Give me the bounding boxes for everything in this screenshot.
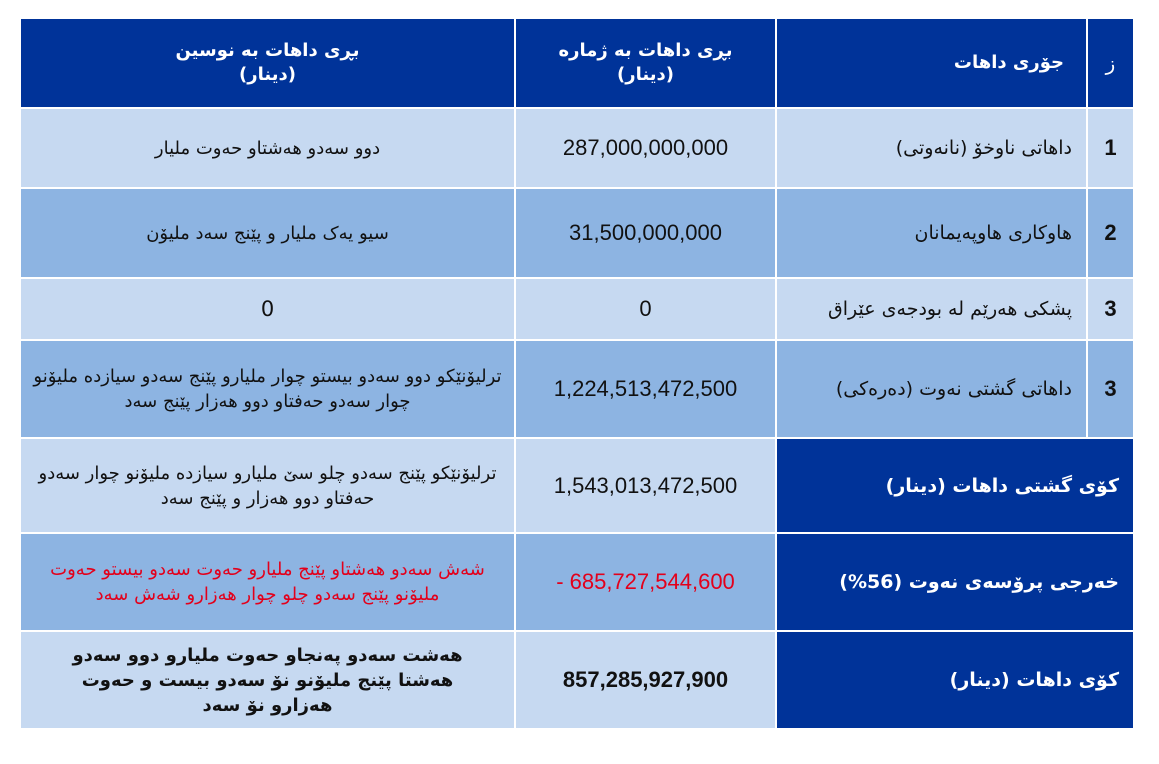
row-amount-words: 0 (20, 278, 515, 340)
row-amount-words: دوو سەدو هەشتاو حەوت ملیار (20, 108, 515, 188)
row-amount-number: 1,224,513,472,500 (515, 340, 776, 438)
row-amount-words: ترلیۆنێکو دوو سەدو بیستو چوار ملیارو پێنج سەدو سیازدە ملیۆنو چوار سەدو حەفتاو دوو هەزار پێنج سەد (20, 340, 515, 438)
row-revenue-type: داهاتی ناوخۆ (نانەوتی) (776, 108, 1087, 188)
header-amount-number (515, 18, 776, 108)
net-revenue-row (20, 631, 1134, 729)
revenue-table (20, 18, 1134, 729)
row-revenue-type: پشکی هەرێم لە بودجەی عێراق (776, 278, 1087, 340)
row-index: 2 (1087, 188, 1134, 278)
total-row (20, 438, 1134, 533)
table-row (20, 108, 1134, 188)
header-index: ز (1087, 18, 1134, 108)
oil-cost-row (20, 533, 1134, 631)
row-amount-number: 31,500,000,000 (515, 188, 776, 278)
header-row (20, 18, 1134, 108)
header-amount-number-line2: (دینار) (617, 64, 674, 85)
row-index: 3 (1087, 340, 1134, 438)
oil-cost-amount-number: - 685,727,544,600 (515, 533, 776, 631)
header-amount-words-line2: (دینار) (239, 64, 296, 85)
row-amount-words: سیو یەک ملیار و پێنج سەد ملیۆن (20, 188, 515, 278)
net-revenue-amount-number: 857,285,927,900 (515, 631, 776, 729)
oil-cost-amount-words: شەش سەدو هەشتاو پێنج ملیارو حەوت سەدو بیستو حەوت ملیۆنو پێنج سەدو چلو چوار هەزارو شەش سەد (20, 533, 515, 631)
row-index: 3 (1087, 278, 1134, 340)
header-amount-number-line1: بڕی داهات بە ژمارە (558, 40, 733, 61)
oil-cost-label: خەرجی پرۆسەی نەوت (56%) (776, 533, 1134, 631)
row-amount-number: 0 (515, 278, 776, 340)
table-row (20, 340, 1134, 438)
net-revenue-amount-words: هەشت سەدو پەنجاو حەوت ملیارو دوو سەدو هەشتا پێنج ملیۆنو نۆ سەدو بیست و حەوت هەزارو نۆ سەد (20, 631, 515, 729)
header-amount-words (20, 18, 515, 108)
table-row (20, 278, 1134, 340)
total-amount-words: ترلیۆنێکو پێنج سەدو چلو سێ ملیارو سیازدە ملیۆنو چوار سەدو حەفتاو دوو هەزار و پێنج سەد (20, 438, 515, 533)
total-amount-number: 1,543,013,472,500 (515, 438, 776, 533)
row-amount-number: 287,000,000,000 (515, 108, 776, 188)
total-label: کۆی گشتی داهات (دینار) (776, 438, 1134, 533)
header-revenue-type: جۆری داهات (776, 18, 1087, 108)
row-revenue-type: هاوکاری هاوپەیمانان (776, 188, 1087, 278)
row-index: 1 (1087, 108, 1134, 188)
row-revenue-type: داهاتی گشتی نەوت (دەرەکی) (776, 340, 1087, 438)
table-row (20, 188, 1134, 278)
revenue-table-wrapper (20, 18, 1134, 729)
header-amount-words-line1: بڕی داهات بە نوسین (175, 40, 360, 61)
net-revenue-label: کۆی داهات (دینار) (776, 631, 1134, 729)
